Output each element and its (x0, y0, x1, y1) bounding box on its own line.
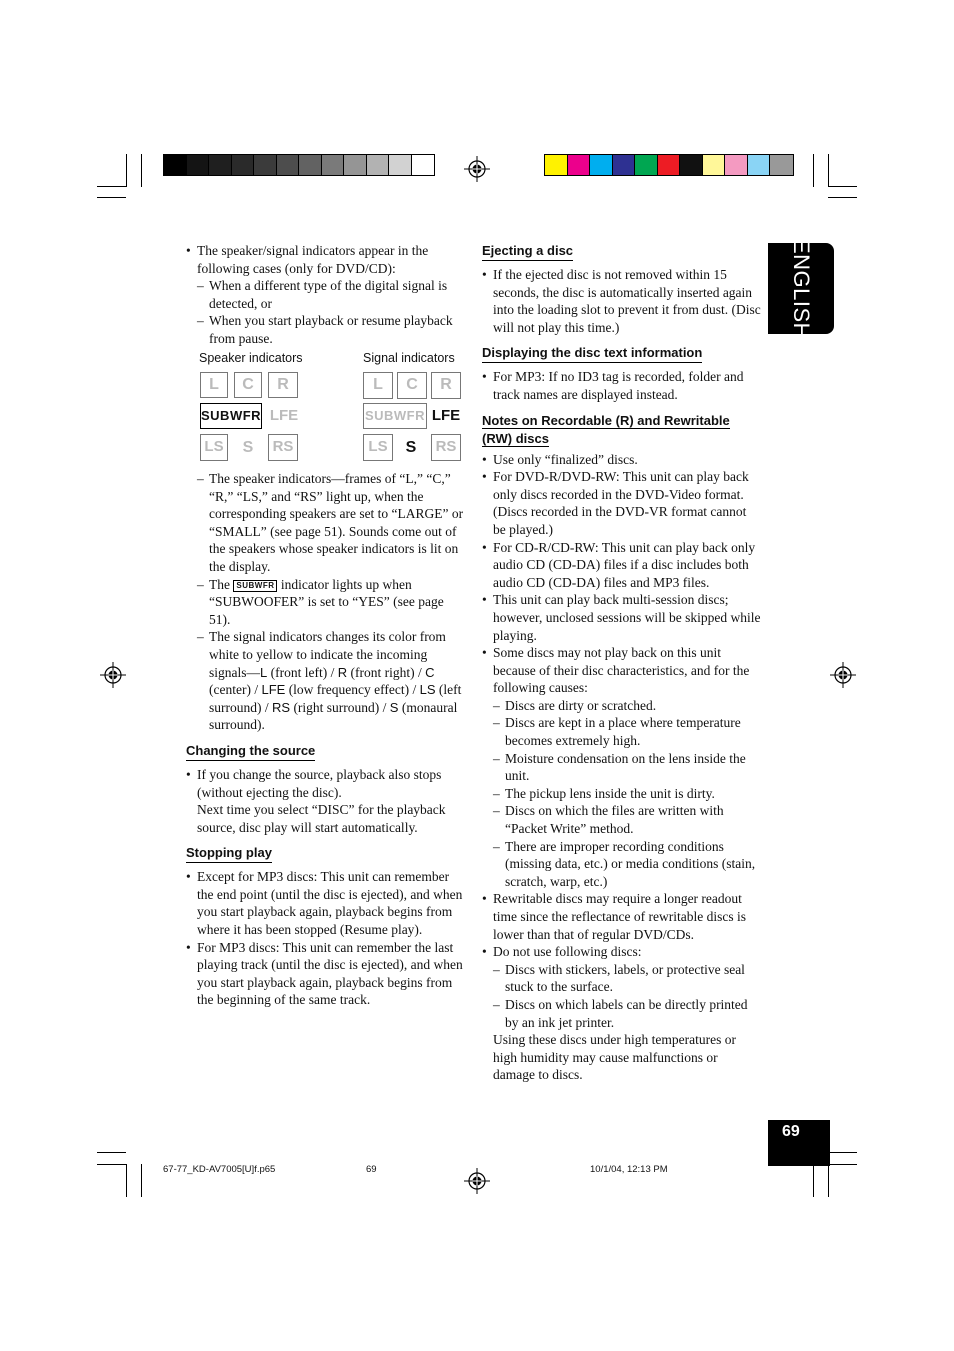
speaker-indicator-note: – The speaker indicators—frames of “L,” “C,” “R,” “LS,” and “RS” light up, when the corresponding speakers are set to “LARGE” or “SMALL” (see page 51). Sounds come out of the speakers whose speaker indicators is lit on the display. (186, 470, 466, 576)
notes-bullet: • For CD-R/CD-RW: This unit can play back only audio CD (CD-DA) files if a disc includes both audio CD (CD-DA) files and MP3 files. (482, 539, 762, 592)
signal-indicator-s: S (405, 439, 417, 456)
speaker-indicator-lfe: LFE (269, 407, 299, 424)
color-swatch (770, 155, 793, 175)
left-column-lower (186, 470, 466, 1009)
signal-indicator-r: R (431, 372, 461, 399)
right-column (482, 242, 762, 1084)
gray-swatch (209, 155, 232, 175)
color-swatch (635, 155, 658, 175)
gray-swatch (367, 155, 390, 175)
stopping-play-bullet: • Except for MP3 discs: This unit can remember the end point (until the disc is ejected), and when you start playback again, playback begins from where it has been stopped (Resume play). (186, 868, 466, 938)
changing-source-cont: Next time you select “DISC” for the playback source, disc play will start automatically. (197, 802, 446, 835)
signal-indicator-subwfr: SUBWFR (363, 403, 427, 429)
speaker-indicator-r: R (268, 372, 298, 398)
language-tab (768, 238, 834, 339)
intro-dash: – When you start playback or resume playback from pause. (186, 312, 466, 347)
subwfr-inline-icon: SUBWFR (233, 580, 277, 592)
notes-dash: – Discs are dirty or scratched. (482, 697, 762, 715)
notes-dash: – Discs on which the files are written with “Packet Write” method. (482, 802, 762, 837)
disc-text-heading: Displaying the disc text information (482, 344, 702, 363)
gray-swatch (277, 155, 300, 175)
registration-mark-icon (830, 662, 856, 688)
signal-indicator-l: L (363, 372, 393, 399)
speaker-indicator-ls: LS (200, 434, 228, 461)
color-swatch (613, 155, 636, 175)
speaker-indicator-c: C (234, 372, 262, 398)
notes-heading: Notes on Recordable (R) and Rewritable (RW) discs (482, 412, 730, 446)
signal-indicator-lfe: LFE (431, 407, 461, 424)
changing-source-heading: Changing the source (186, 742, 315, 761)
subwfr-indicator-note: – The SUBWFR indicator lights up when “SUBWOOFER” is set to “YES” (see page 51). (186, 576, 466, 629)
intro-bullet: • The speaker/signal indicators appear in the following cases (only for DVD/CD): (186, 242, 466, 277)
footer-timestamp: 10/1/04, 12:13 PM (590, 1164, 668, 1175)
gray-swatch (187, 155, 210, 175)
notes-dash: – There are improper recording conditions (missing data, etc.) or media conditions (stain, scratch, warp, etc.) (482, 838, 762, 891)
speaker-indicator-subwfr: SUBWFR (200, 403, 262, 429)
notes-cont: Using these discs under high temperatures or high humidity may cause malfunctions or damage to discs. (493, 1032, 736, 1083)
notes-bullet: • Do not use following discs: (482, 943, 762, 961)
gray-swatch (344, 155, 367, 175)
notes-dash: – Discs on which labels can be directly printed by an ink jet printer. (482, 996, 762, 1031)
stopping-play-heading: Stopping play (186, 844, 272, 863)
gray-swatch (164, 155, 187, 175)
gray-swatch (232, 155, 255, 175)
speaker-indicator-rs: RS (268, 434, 298, 461)
color-swatch (545, 155, 568, 175)
notes-bullet: • For DVD-R/DVD-RW: This unit can play back only discs recorded in the DVD-Video format. (Discs recorded in the DVD-VR format cannot be played.) (482, 468, 762, 538)
left-column (186, 242, 466, 348)
gray-swatch (412, 155, 435, 175)
color-swatch (680, 155, 703, 175)
gray-swatch (322, 155, 345, 175)
changing-source-bullet: • If you change the source, playback also stops (without ejecting the disc). (186, 766, 466, 801)
registration-mark-icon (100, 662, 126, 688)
registration-mark-icon (464, 156, 490, 182)
gray-swatch (389, 155, 412, 175)
page-number: 69 (768, 1120, 830, 1166)
color-swatch (748, 155, 771, 175)
footer-page: 69 (366, 1164, 377, 1175)
grayscale-calibration-bar (163, 154, 435, 176)
stopping-play-bullet: • For MP3 discs: This unit can remember the last playing track (until the disc is ejected), and when you start playback again, playback begins from the beginning of the same track. (186, 939, 466, 1009)
color-swatch (568, 155, 591, 175)
color-swatch (658, 155, 681, 175)
gray-swatch (299, 155, 322, 175)
gray-swatch (254, 155, 277, 175)
footer-file: 67-77_KD-AV7005[U]f.p65 (163, 1164, 276, 1175)
ejecting-disc-heading: Ejecting a disc (482, 242, 573, 261)
signal-indicator-ls: LS (363, 434, 393, 461)
registration-mark-icon (464, 1168, 490, 1194)
notes-bullet: • Use only “finalized” discs. (482, 451, 762, 469)
notes-dash: – The pickup lens inside the unit is dirty. (482, 785, 762, 803)
color-swatch (703, 155, 726, 175)
color-swatch (590, 155, 613, 175)
signal-indicator-note: – The signal indicators changes its color from white to yellow to indicate the incoming signals—L (front left) / R (front right) / C (center) / LFE (low frequency effect) / LS (left surround) / RS (right surround) / S (monaural surround). (186, 628, 466, 734)
speaker-indicators-title: Speaker indicators (199, 351, 303, 365)
color-swatch (725, 155, 748, 175)
notes-dash: – Moisture condensation on the lens inside the unit. (482, 750, 762, 785)
signal-indicator-rs: RS (431, 434, 461, 461)
ejecting-disc-bullet: • If the ejected disc is not removed within 15 seconds, the disc is automatically inserted again into the loading slot to prevent it from dust. (Disc will not play this time.) (482, 266, 762, 336)
notes-bullet: • Rewritable discs may require a longer readout time since the reflectance of rewritable discs is lower than that of regular DVD/CDs. (482, 890, 762, 943)
notes-dash: – Discs are kept in a place where temperature becomes extremely high. (482, 714, 762, 749)
signal-indicator-c: C (397, 372, 427, 399)
disc-text-bullet: • For MP3: If no ID3 tag is recorded, folder and track names are displayed instead. (482, 368, 762, 403)
language-tab-label: ENGLISH (789, 238, 814, 339)
speaker-indicator-s: S (242, 439, 254, 456)
notes-bullet: • Some discs may not play back on this unit because of their disc characteristics, and for the following causes: (482, 644, 762, 697)
speaker-indicator-l: L (200, 372, 228, 398)
notes-bullet: • This unit can play back multi-session discs; however, unclosed sessions will be skipped while playing. (482, 591, 762, 644)
intro-dash: – When a different type of the digital signal is detected, or (186, 277, 466, 312)
signal-indicators-title: Signal indicators (363, 351, 455, 365)
notes-dash: – Discs with stickers, labels, or protective seal stuck to the surface. (482, 961, 762, 996)
color-calibration-bar (544, 154, 794, 176)
